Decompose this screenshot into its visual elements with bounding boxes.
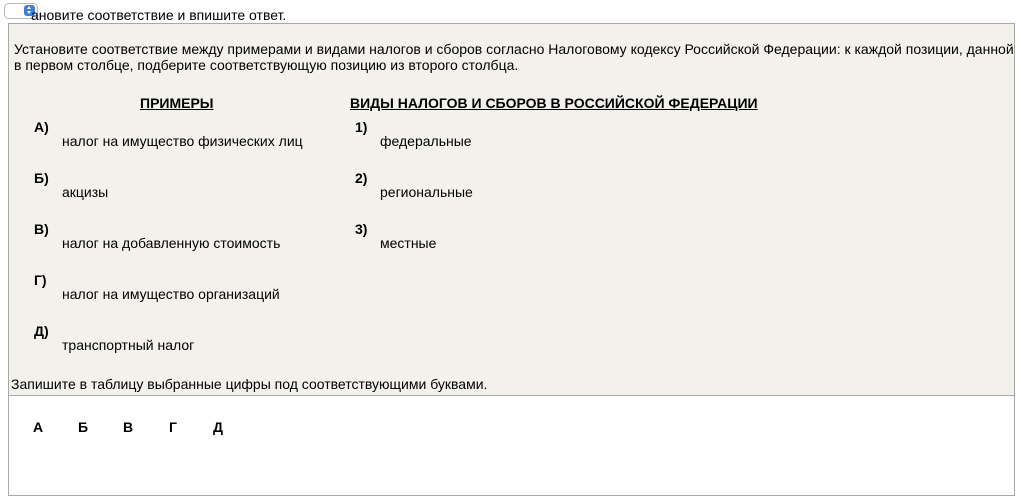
right-column-heading: ВИДЫ НАЛОГОВ И СБОРОВ В РОССИЙСКОЙ ФЕДЕРАЦИИ (350, 95, 758, 111)
tax-type-item: федеральные (380, 133, 472, 149)
example-letter: А) (34, 119, 49, 135)
tax-type-number: 3) (355, 221, 368, 237)
example-item: налог на добавленную стоимость (62, 235, 281, 251)
tax-type-item: местные (380, 235, 437, 251)
example-letter: Д) (34, 323, 49, 339)
tax-type-number: 1) (355, 119, 368, 135)
answer-column-letter: Б (78, 419, 89, 435)
answer-column-letter: А (33, 419, 44, 435)
example-item: акцизы (62, 184, 109, 200)
answer-prompt: Запишите в таблицу выбранные цифры под соответствующими буквами. (11, 376, 488, 392)
example-letter: Б) (34, 170, 49, 186)
example-item: налог на имущество организаций (62, 286, 280, 302)
example-letter: В) (34, 221, 49, 237)
top-bar (0, 0, 1024, 24)
example-item: налог на имущество физических лиц (62, 133, 303, 149)
example-letter: Г) (34, 272, 47, 288)
example-item: транспортный налог (62, 337, 195, 353)
instruction-text: ановите соответствие и впишите ответ. (31, 7, 287, 23)
answer-table[interactable] (8, 395, 1015, 496)
task-text: Установите соответствие между примерами и видами налогов и сборов согласно Налоговому кодексу Российской Федерации: к каждой позиции, данной в первом столбце, подберите соответствующую позицию из второго столбца. (14, 41, 1014, 73)
tax-type-number: 2) (355, 170, 368, 186)
answer-column-letter: В (123, 419, 134, 435)
answer-column-letter: Г (169, 419, 177, 435)
tax-type-item: региональные (380, 184, 473, 200)
answer-column-letter: Д (213, 419, 223, 435)
left-column-heading: ПРИМЕРЫ (140, 95, 214, 111)
